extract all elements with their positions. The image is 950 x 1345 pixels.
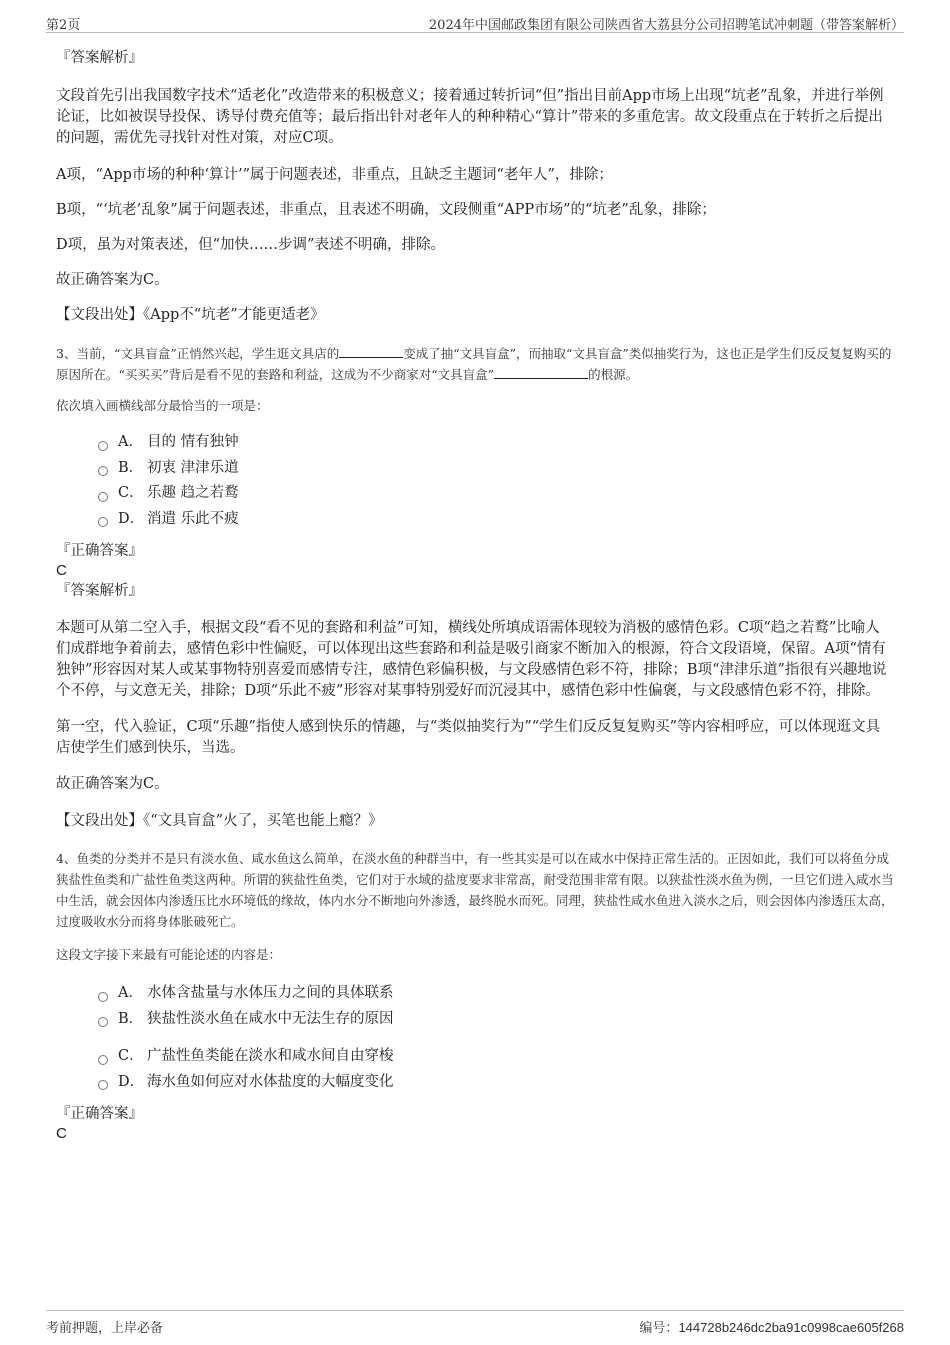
document-code: 编号：144728b246dc2ba91c0998cae605f268 <box>639 1320 904 1336</box>
radio-icon[interactable] <box>98 1055 108 1065</box>
q3-source: 【文段出处】《“文具盲盒”火了，买笔也能上瘾？》 <box>56 813 383 829</box>
q2-analysis-paragraph: 文段首先引出我国数字技术“适老化”改造带来的积极意义；接着通过转折词“但”指出目前App市场上出现“坑老”乱象，并进行举例论证，比如被误导投保、诱导付费充值等；最后指出针对老年人的种种精心“算计”带来的多重危害。故文段重点在于转折之后提出的问题，需优先寻找针对性对策，对应C项。 <box>56 88 884 146</box>
page-number: 第2页 <box>46 18 81 33</box>
q3-option-d[interactable]: D． 消遣 乐此不疲 <box>98 507 894 533</box>
radio-icon[interactable] <box>98 466 108 476</box>
document-title: 2024年中国邮政集团有限公司陕西省大荔县分公司招聘笔试冲刺题（带答案解析） <box>428 18 904 33</box>
q2-analysis-option-a: A项，“App市场的种种‘算计’”属于问题表述，非重点，且缺乏主题词“老年人”，排除； <box>56 167 613 183</box>
q2-source: 【文段出处】《App不“坑老”才能更适老》 <box>56 307 325 323</box>
q4-correct-answer: C <box>56 1125 67 1142</box>
q4-prompt: 这段文字接下来最有可能论述的内容是： <box>56 947 282 962</box>
footer-slogan: 考前押题，上岸必备 <box>46 1321 164 1336</box>
q4-option-a[interactable]: A． 水体含盐量与水体压力之间的具体联系 <box>98 981 894 1007</box>
q4-stem: 4、鱼类的分类并不是只有淡水鱼、咸水鱼这么简单，在淡水鱼的种群当中，有一些其实是可以在咸水中保持正常生活的。正因如此，我们可以将鱼分成狭盐性鱼类和广盐性鱼类这两种。所谓的狭盐性鱼类，它们对于水域的盐度要求非常高，耐受范围非常有限。以狭盐性淡水鱼为例，一旦它们进入咸水当中生活，就会因体内渗透压比水环境低的缘故，体内水分不断地向外渗透，最终脱水而死。同理，狭盐性咸水鱼进入淡水之后，则会因体内渗透压太高，过度吸收水分而将身体胀破死亡。 <box>56 851 894 929</box>
q3-conclusion: 故正确答案为C。 <box>56 776 169 792</box>
q2-analysis-label: 『答案解析』 <box>56 50 143 66</box>
q2-analysis-option-d: D项，虽为对策表述，但“加快……步调”表述不明确，排除。 <box>56 237 445 253</box>
radio-icon[interactable] <box>98 1080 108 1090</box>
q3-prompt: 依次填入画横线部分最恰当的一项是： <box>56 398 269 413</box>
q2-conclusion: 故正确答案为C。 <box>56 272 169 288</box>
radio-icon[interactable] <box>98 992 108 1002</box>
fill-blank-2 <box>494 366 588 379</box>
radio-icon[interactable] <box>98 441 108 451</box>
q3-analysis-paragraph-1: 本题可从第二空入手，根据文段“看不见的套路和利益”可知，横线处所填成语需体现较为消极的感情色彩。C项“趋之若鹜”比喻人们成群地争着前去，感情色彩中性偏贬，可以体现出这些套路和利益是吸引商家不断加入的根源，符合文段语境，保留。A项“情有独钟”形容因对某人或某事物特别喜爱而感情专注，感情色彩偏积极，与文段感情色彩不符，排除；B项“津津乐道”指很有兴趣地说个不停，与文意无关，排除；D项“乐此不疲”形容对某事特别爱好而沉浸其中，感情色彩中性偏褒，与文段感情色彩不符，排除。 <box>56 620 887 699</box>
radio-icon[interactable] <box>98 517 108 527</box>
q3-correct-label: 『正确答案』 <box>56 543 143 559</box>
radio-icon[interactable] <box>98 1017 108 1027</box>
q3-option-a[interactable]: A． 目的 情有独钟 <box>98 430 894 456</box>
q3-analysis-label: 『答案解析』 <box>56 583 143 599</box>
q4-option-b[interactable]: B． 狭盐性淡水鱼在咸水中无法生存的原因 <box>98 1007 894 1033</box>
page-footer <box>46 1310 904 1337</box>
q3-option-c[interactable]: C． 乐趣 趋之若鹜 <box>98 481 894 507</box>
q3-options <box>98 430 894 532</box>
q2-analysis-option-b: B项，“‘坑老’乱象”属于问题表述，非重点，且表述不明确，文段侧重“APP市场”的“坑老”乱象，排除； <box>56 202 716 218</box>
main-content <box>56 44 894 1142</box>
q3-correct-answer: C <box>56 562 67 579</box>
q3-stem: 3、当前，“文具盲盒”正悄然兴起，学生逛文具店的 变成了抽“文具盲盒”，而抽取“文具盲盒”类似抽奖行为，这也正是学生们反反复复购买的原因所在。“买买买”背后是看不见的套路和利益，这成为不少商家对“文具盲盒” 的根源。 <box>56 346 892 382</box>
q4-options <box>98 981 894 1095</box>
q4-option-c[interactable]: C． 广盐性鱼类能在淡水和咸水间自由穿梭 <box>98 1044 894 1070</box>
page-header <box>46 10 904 33</box>
q4-option-d[interactable]: D． 海水鱼如何应对水体盐度的大幅度变化 <box>98 1070 894 1096</box>
q4-correct-label: 『正确答案』 <box>56 1106 143 1122</box>
q3-analysis-paragraph-2: 第一空，代入验证，C项“乐趣”指使人感到快乐的情趣，与“类似抽奖行为”“学生们反反复复购买”等内容相呼应，可以体现逛文具店使学生们感到快乐，当选。 <box>56 719 881 756</box>
fill-blank-1 <box>339 345 403 358</box>
radio-icon[interactable] <box>98 492 108 502</box>
q3-option-b[interactable]: B． 初衷 津津乐道 <box>98 456 894 482</box>
